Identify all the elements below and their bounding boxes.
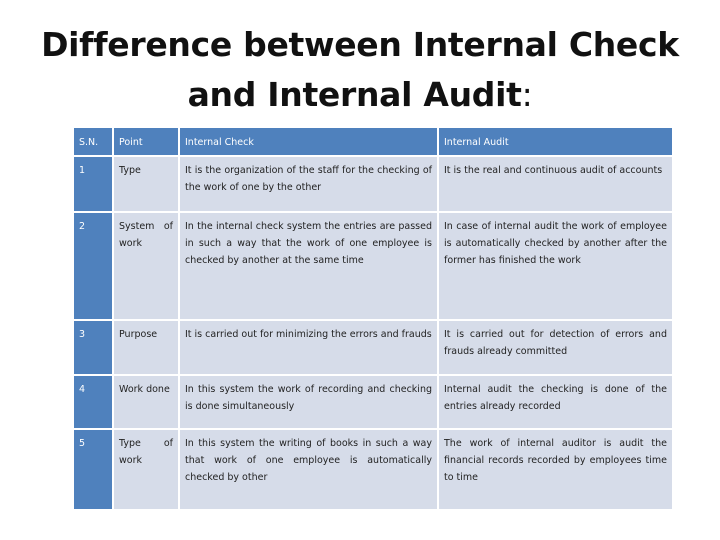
row-sn: 2 <box>73 212 113 320</box>
slide-title <box>0 20 720 120</box>
table-row <box>73 212 673 320</box>
row-point: Purpose <box>113 320 179 375</box>
row-point: Work done <box>113 375 179 429</box>
row-internal-check: In this system the writing of books in such a way that work of one employee is automatically checked by other <box>179 429 438 510</box>
title-line-2 <box>0 70 720 120</box>
row-internal-audit: In case of internal audit the work of employee is automatically checked by another after the former has finished the work <box>438 212 673 320</box>
header-internal-check: Internal Check <box>179 127 438 156</box>
row-internal-check: In this system the work of recording and checking is done simultaneously <box>179 375 438 429</box>
table-row <box>73 429 673 510</box>
row-point: Type <box>113 156 179 212</box>
header-sn: S.N. <box>73 127 113 156</box>
row-sn: 5 <box>73 429 113 510</box>
row-internal-audit: The work of internal auditor is audit the financial records recorded by employees time to time <box>438 429 673 510</box>
row-sn: 3 <box>73 320 113 375</box>
title-line-1: Difference between Internal Check <box>41 25 679 64</box>
row-internal-audit: Internal audit the checking is done of the entries already recorded <box>438 375 673 429</box>
comparison-table <box>72 126 674 511</box>
table-row <box>73 320 673 375</box>
row-internal-check: It is the organization of the staff for the checking of the work of one by the other <box>179 156 438 212</box>
row-point: Type of work <box>113 429 179 510</box>
row-sn: 4 <box>73 375 113 429</box>
row-point: System of work <box>113 212 179 320</box>
title-colon: : <box>521 75 533 114</box>
row-internal-audit: It is carried out for detection of errors and frauds already committed <box>438 320 673 375</box>
table-row <box>73 375 673 429</box>
table-header-row <box>73 127 673 156</box>
table-row <box>73 156 673 212</box>
row-internal-check: In the internal check system the entries are passed in such a way that the work of one employee is checked by another at the same time <box>179 212 438 320</box>
header-point: Point <box>113 127 179 156</box>
row-internal-audit: It is the real and continuous audit of accounts <box>438 156 673 212</box>
title-line-2-text: and Internal Audit <box>187 75 522 114</box>
row-internal-check: It is carried out for minimizing the errors and frauds <box>179 320 438 375</box>
header-internal-audit: Internal Audit <box>438 127 673 156</box>
row-sn: 1 <box>73 156 113 212</box>
